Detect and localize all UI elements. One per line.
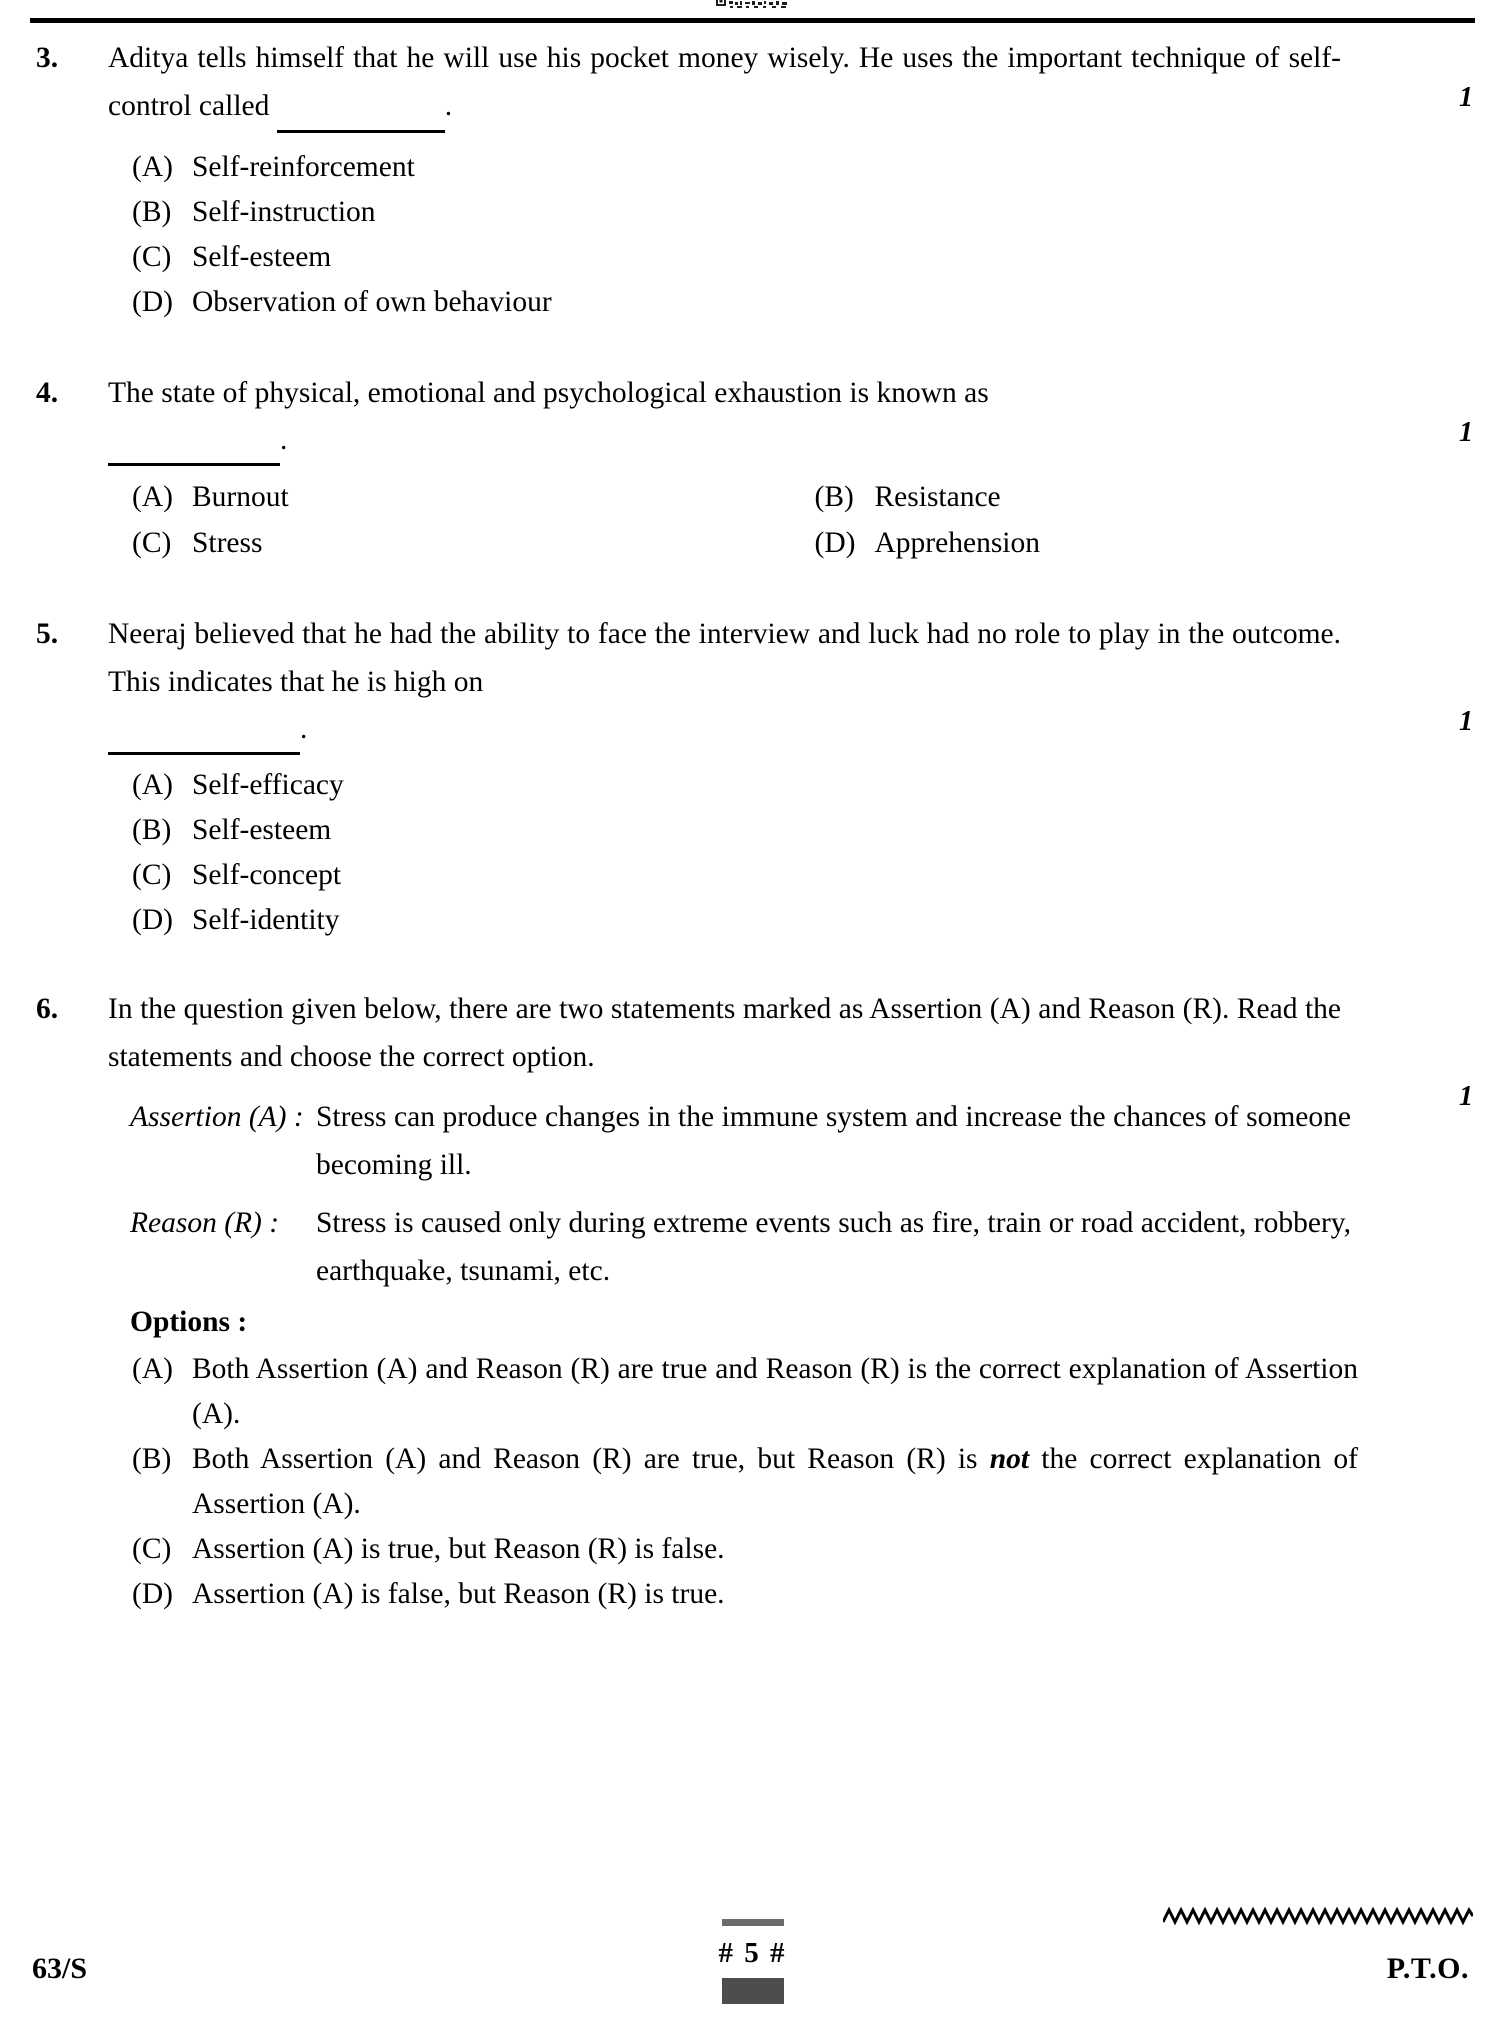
option-label: (D) xyxy=(132,904,173,936)
reason-text: Stress is caused only during extreme events such as fire, train or road accident, robbery, earthquake, tsunami, etc. xyxy=(316,1207,1351,1287)
answer-blank xyxy=(108,417,280,466)
option-text: Self-esteem xyxy=(192,814,332,846)
option-text: Observation of own behaviour xyxy=(192,286,552,318)
question-stem: In the question given below, there are two statements marked as Assertion (A) and Reason (R). Read the statements and choose the correct option. xyxy=(108,993,1341,1073)
answer-blank xyxy=(277,82,445,133)
marks-value: 1 xyxy=(1459,82,1473,113)
qr-barcode-icon xyxy=(716,0,790,10)
page-marker-bar-bottom xyxy=(722,1978,784,2004)
assertion-label: Assertion (A) : xyxy=(130,1101,304,1133)
page-marker-bar-top xyxy=(722,1919,784,1926)
answer-blank xyxy=(108,706,300,755)
option-row[interactable] xyxy=(108,808,1473,853)
pto-label: P.T.O. xyxy=(1386,1952,1469,1985)
option-row[interactable] xyxy=(108,898,1473,943)
marks-value: 1 xyxy=(1459,417,1473,448)
question-stem-tail: . xyxy=(444,90,453,122)
question-stem xyxy=(108,34,1473,133)
option-emphasis: not xyxy=(989,1443,1030,1475)
option-text: Burnout xyxy=(192,481,289,513)
option-label: (C) xyxy=(132,859,172,891)
option-text: Self-concept xyxy=(192,859,342,891)
option-label: (B) xyxy=(132,814,172,846)
question-6 xyxy=(32,985,1473,1617)
option-text: Apprehension xyxy=(874,527,1040,559)
question-stem-tail: . xyxy=(280,424,288,456)
option-label: (A) xyxy=(132,481,173,513)
option-label: (D) xyxy=(132,1578,173,1610)
option-row[interactable] xyxy=(791,474,1474,520)
question-4 xyxy=(32,369,1473,566)
option-text: Self-identity xyxy=(192,904,340,936)
question-number: 6. xyxy=(36,993,59,1025)
option-label: (A) xyxy=(132,769,173,801)
option-row[interactable] xyxy=(108,853,1473,898)
options-list xyxy=(108,1347,1473,1617)
question-5 xyxy=(32,610,1473,943)
question-stem xyxy=(108,610,1473,706)
options-list xyxy=(108,474,1473,566)
option-row[interactable] xyxy=(108,1572,1473,1617)
option-row[interactable] xyxy=(108,280,1473,325)
option-line xyxy=(108,474,1473,520)
option-line xyxy=(108,520,1473,566)
option-label: (A) xyxy=(132,1353,173,1385)
question-number: 4. xyxy=(36,377,59,409)
option-label: (A) xyxy=(132,151,173,183)
option-row[interactable] xyxy=(108,1347,1473,1437)
option-row[interactable] xyxy=(108,520,791,566)
top-rule-divider xyxy=(30,18,1475,23)
paper-code: 63/S xyxy=(32,1952,88,1985)
option-row[interactable] xyxy=(108,190,1473,235)
barcode-strip xyxy=(0,0,1505,10)
question-stem-tail: . xyxy=(300,713,308,745)
options-list xyxy=(108,763,1473,943)
options-list xyxy=(108,145,1473,325)
option-label: (B) xyxy=(132,196,172,228)
zigzag-line-icon xyxy=(1163,1904,1473,1930)
option-label: (C) xyxy=(132,241,172,273)
question-stem-blank-line xyxy=(108,417,1473,466)
question-stem-blank-line xyxy=(108,706,1473,755)
option-text xyxy=(192,1437,1473,1527)
assertion-row xyxy=(108,1093,1473,1189)
option-text: Self-reinforcement xyxy=(192,151,415,183)
options-heading: Options : xyxy=(130,1306,248,1338)
option-row[interactable] xyxy=(108,763,1473,808)
question-stem xyxy=(108,369,1473,417)
page-number: # 5 # xyxy=(718,1937,787,1969)
question-stem-text: Neeraj believed that he had the ability to face the interview and luck had no role to play in the outcome. This indicates that he is high on xyxy=(108,618,1341,698)
option-row[interactable] xyxy=(108,1437,1473,1527)
option-text: Both Assertion (A) and Reason (R) are true and Reason (R) is the correct explanation of Assertion (A). xyxy=(192,1353,1358,1430)
option-text: Assertion (A) is true, but Reason (R) is false. xyxy=(192,1533,725,1565)
option-row[interactable] xyxy=(108,145,1473,190)
option-label: (C) xyxy=(132,1533,172,1565)
option-label: (B) xyxy=(132,1443,172,1475)
reason-label: Reason (R) : xyxy=(130,1207,280,1239)
marks-value: 1 xyxy=(1459,1081,1473,1112)
option-row[interactable] xyxy=(791,520,1474,566)
question-content xyxy=(32,34,1473,1617)
option-label: (B) xyxy=(814,481,854,513)
option-text: Assertion (A) is false, but Reason (R) is true. xyxy=(192,1578,725,1610)
option-label: (C) xyxy=(132,527,172,559)
option-text: Resistance xyxy=(874,481,1001,513)
option-label: (D) xyxy=(814,527,856,559)
page-footer xyxy=(32,1888,1473,2008)
page-number-block xyxy=(693,1919,813,2004)
reason-row xyxy=(108,1199,1473,1295)
option-text-part1: Both Assertion (A) and Reason (R) are true, but Reason (R) is xyxy=(192,1443,990,1475)
option-text: Stress xyxy=(192,527,263,559)
question-stem-text: The state of physical, emotional and psychological exhaustion is known as xyxy=(108,377,989,409)
option-label: (D) xyxy=(132,286,173,318)
question-stem-text: Aditya tells himself that he will use his pocket money wisely. He uses the important technique of self-control called xyxy=(108,42,1341,122)
question-number: 5. xyxy=(36,618,59,650)
option-text: Self-esteem xyxy=(192,241,332,273)
option-text: Self-efficacy xyxy=(192,769,344,801)
option-row[interactable] xyxy=(108,474,791,520)
option-text: Self-instruction xyxy=(192,196,376,228)
option-row[interactable] xyxy=(108,1527,1473,1572)
option-row[interactable] xyxy=(108,235,1473,280)
option-text-part2: the correct explanation of Assertion (A). xyxy=(192,1443,1359,1520)
marks-value: 1 xyxy=(1459,706,1473,737)
question-number: 3. xyxy=(36,42,59,74)
question-3 xyxy=(32,34,1473,325)
assertion-text: Stress can produce changes in the immune system and increase the chances of someone becoming ill. xyxy=(316,1101,1351,1181)
